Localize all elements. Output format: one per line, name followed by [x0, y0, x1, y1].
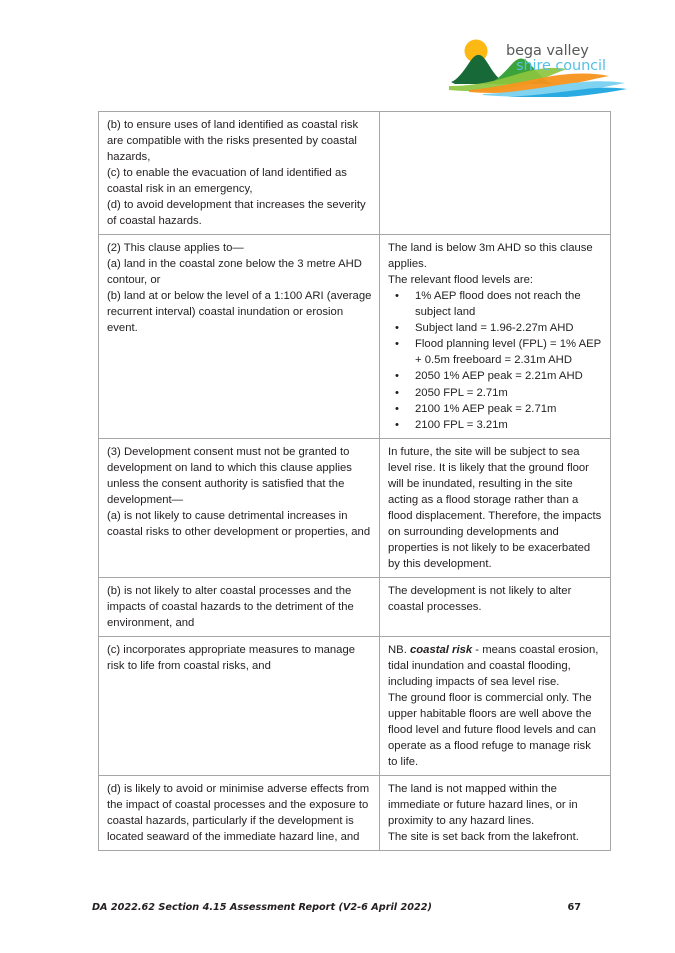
- clause-text: (a) is not likely to cause detrimental increases in coastal risks to other development or properties, and: [107, 509, 371, 538]
- logo-wordmark-line1: bega valley: [506, 43, 589, 59]
- table-cell-clause: [99, 776, 380, 851]
- list-item: • 2050 1% AEP peak = 2.21m AHD: [388, 368, 603, 384]
- response-text: The ground floor is commercial only. The upper habitable floors are well above the flood level and future flood levels and can operate as a flood refuge to manage risk to life.: [388, 692, 596, 769]
- list-item: • Flood planning level (FPL) = 1% AEP + 0.5m freeboard = 2.31m AHD: [388, 336, 603, 368]
- table-cell-clause: [99, 577, 380, 636]
- list-item: • 1% AEP flood does not reach the subject land: [388, 288, 603, 320]
- table-cell-clause: [99, 235, 380, 438]
- list-item: • 2050 FPL = 2.71m: [388, 385, 603, 401]
- list-item: • Subject land = 1.96-2.27m AHD: [388, 320, 603, 336]
- response-text: The site is set back from the lakefront.: [388, 831, 579, 844]
- table-row: [99, 438, 611, 577]
- table-cell-response: [380, 235, 611, 438]
- response-text: The land is not mapped within the immediate or future hazard lines, or in proximity to any hazard lines.: [388, 783, 578, 828]
- clause-text: (3) Development consent must not be granted to development on land to which this clause applies unless the consent authority is satisfied that the development—: [107, 445, 352, 506]
- clause-text: (d) to avoid development that increases the severity of coastal hazards.: [107, 199, 366, 228]
- table-row: [99, 235, 611, 438]
- table-row: [99, 112, 611, 235]
- table-cell-response: [380, 636, 611, 775]
- page-footer: [92, 902, 581, 913]
- clause-text: (b) is not likely to alter coastal processes and the impacts of coastal hazards to the detriment of the environment, and: [107, 584, 354, 629]
- logo-wordmark: [506, 44, 634, 74]
- table-cell-clause: [99, 112, 380, 235]
- definition-prefix: NB.: [388, 643, 410, 656]
- clause-text: (b) land at or below the level of a 1:100 ARI (average recurrent interval) coastal inundation or erosion event.: [107, 290, 372, 335]
- bega-valley-shire-council-logo: [449, 36, 631, 98]
- response-text: The relevant flood levels are:: [388, 274, 534, 287]
- clause-text: (b) to ensure uses of land identified as coastal risk are compatible with the risks presented by coastal hazards,: [107, 119, 359, 164]
- definition-term: coastal risk: [409, 643, 473, 656]
- table-cell-clause: [99, 438, 380, 577]
- clause-text: (a) land in the coastal zone below the 3 metre AHD contour, or: [107, 258, 362, 287]
- table-cell-response: [380, 112, 611, 235]
- table-cell-response: [380, 776, 611, 851]
- table-row: [99, 636, 611, 775]
- clause-text: (c) to enable the evacuation of land identified as coastal risk in an emergency,: [107, 167, 347, 196]
- logo-wordmark-line2: shire council: [516, 57, 606, 74]
- table-cell-response: [380, 577, 611, 636]
- list-item: • 2100 FPL = 3.21m: [388, 417, 603, 433]
- clause-text: (2) This clause applies to—: [107, 242, 244, 255]
- flood-levels-list: [388, 288, 603, 432]
- footer-document-title: DA 2022.62 Section 4.15 Assessment Report (V2-6 April 2022): [92, 902, 432, 913]
- clause-text: (c) incorporates appropriate measures to manage risk to life from coastal risks, and: [107, 643, 356, 672]
- table-cell-response: [380, 438, 611, 577]
- coastal-risk-assessment-table: [98, 111, 611, 851]
- list-item: • 2100 1% AEP peak = 2.71m: [388, 401, 603, 417]
- response-text: The land is below 3m AHD so this clause applies.: [388, 242, 593, 271]
- clause-text: (d) is likely to avoid or minimise adverse effects from the impact of coastal processes and the exposure to coastal hazards, particularly if the development is located seaward of the immediate hazard line, and: [107, 783, 370, 844]
- table-cell-clause: [99, 636, 380, 775]
- footer-page-number: 67: [567, 902, 581, 913]
- table-row: [99, 776, 611, 851]
- table-row: [99, 577, 611, 636]
- definition-body: - means coastal erosion, tidal inundation and coastal flooding, including impacts of sea level rise.: [388, 643, 599, 688]
- coastal-risk-definition: [388, 642, 603, 690]
- response-text: The development is not likely to alter coastal processes.: [388, 584, 572, 613]
- response-text: In future, the site will be subject to sea level rise. It is likely that the ground floor will be inundated, resulting in the site acting as a flood storage rather than a flood displacement. Therefore, the impacts on surrounding developments and properties is not likely to be exacerbated by this development.: [388, 445, 602, 570]
